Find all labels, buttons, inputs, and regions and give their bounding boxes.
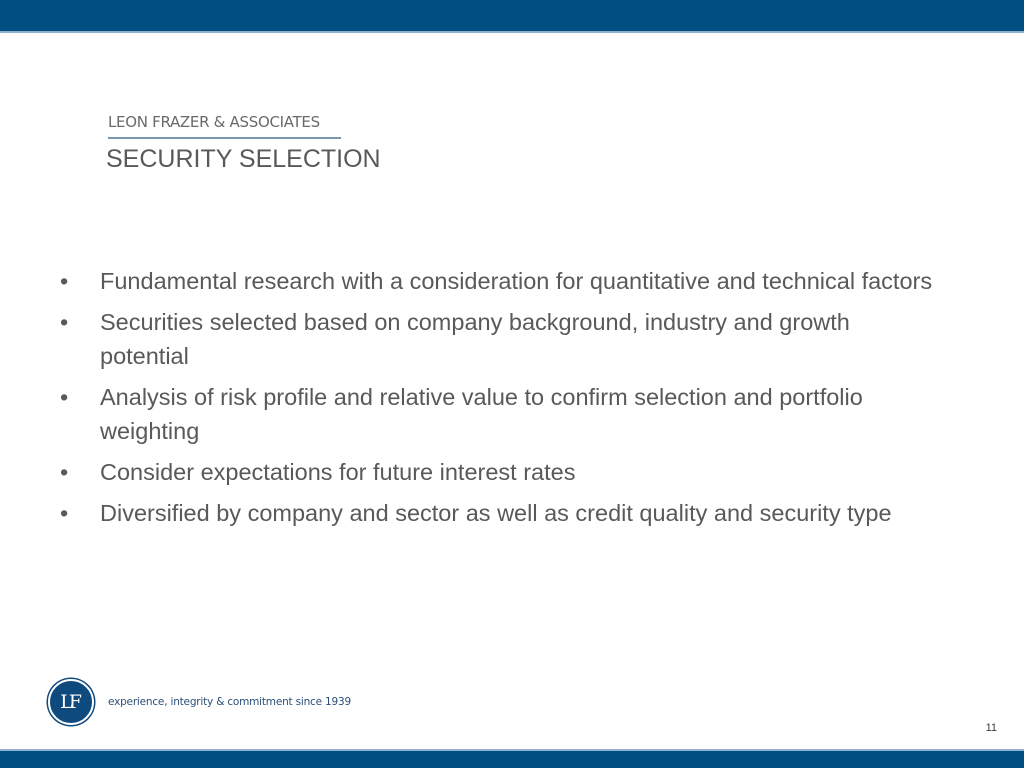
company-name: LEON FRAZER & ASSOCIATES [108, 113, 320, 131]
slide-title: SECURITY SELECTION [106, 145, 381, 173]
bullet-list [60, 264, 940, 537]
bullet-item [60, 305, 940, 373]
footer-tagline: experience, integrity & commitment since 1939 [108, 696, 351, 708]
bullet-marker: • [60, 459, 69, 485]
bullet-marker: • [60, 384, 69, 410]
bullet-text: Fundamental research with a consideration for quantitative and technical factors [100, 268, 933, 294]
bullet-text: Consider expectations for future interest rates [100, 459, 576, 485]
bullet-text: Securities selected based on company background, industry and growth potential [100, 309, 850, 369]
bullet-item [60, 380, 940, 448]
bullet-marker: • [60, 500, 69, 526]
bullet-text: Diversified by company and sector as well as credit quality and security type [100, 500, 892, 526]
page-number: 11 [985, 722, 997, 734]
bullet-marker: • [60, 268, 69, 294]
company-name-underline [108, 137, 341, 139]
logo-monogram: LF [60, 691, 78, 713]
bullet-item [60, 264, 940, 298]
bottom-banner-bar [0, 749, 1024, 768]
bullet-item [60, 496, 940, 530]
bullet-item [60, 455, 940, 489]
company-logo-icon [48, 679, 94, 725]
bullet-text: Analysis of risk profile and relative value to confirm selection and portfolio weighting [100, 384, 863, 444]
bullet-marker: • [60, 309, 69, 335]
top-banner-bar [0, 0, 1024, 33]
